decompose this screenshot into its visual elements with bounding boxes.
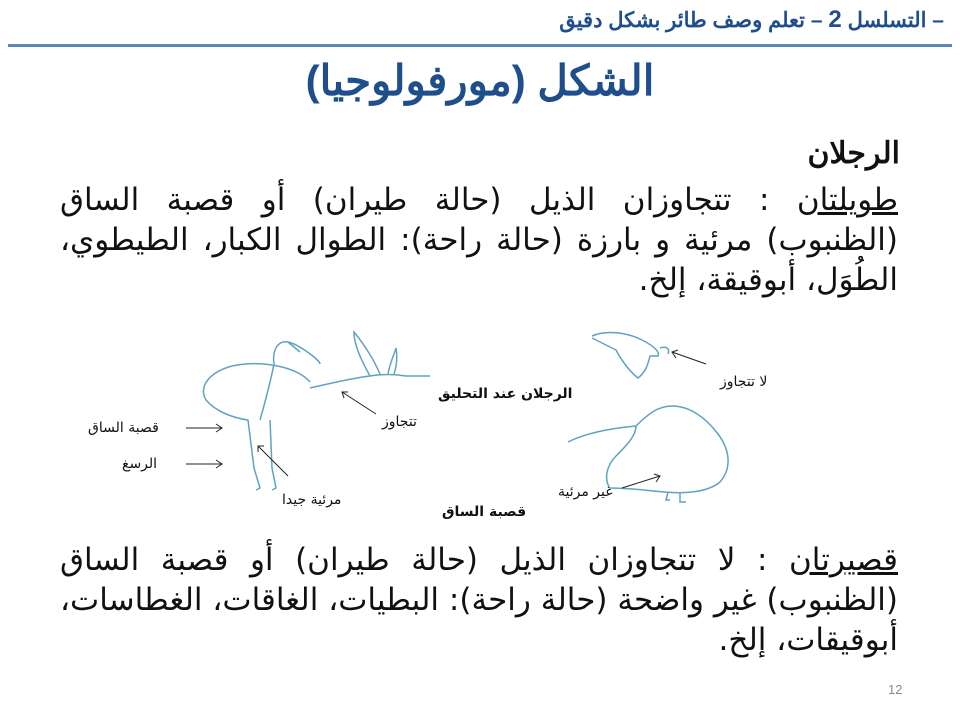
header-number: 2	[828, 6, 842, 33]
long-legs-key: طويلتان	[796, 182, 898, 218]
label-exceed: تتجاوز	[382, 414, 417, 430]
label-clearly-visible: مرئية جيدا	[282, 492, 342, 508]
label-not-exceed: لا تتجاوز	[720, 374, 768, 390]
label-shank: قصبة الساق	[88, 420, 159, 436]
section-subtitle: الرجلان	[807, 137, 900, 170]
label-legs-in-flight: الرجلان عند التحليق	[438, 386, 573, 402]
page-title: الشكل (مورفولوجيا)	[305, 57, 655, 104]
short-legs-key: قصيرتان	[789, 542, 898, 578]
series-header	[40, 6, 944, 40]
legs-figure	[88, 308, 768, 528]
arrow-not-exceed	[672, 352, 706, 364]
label-shank-bottom: قصبة الساق	[442, 504, 527, 520]
label-not-visible: غير مرئية	[558, 484, 613, 500]
short-legs-text: : لا تتجاوزان الذيل (حالة طيران) أو قصبة الساق (الظنبوب) غير واضحة (حالة راحة): البطيات، الغاقات، الغطاسات، أبوقيقات، إلخ.	[60, 542, 898, 658]
short-legs-paragraph	[60, 540, 898, 660]
bird-outlines	[204, 332, 729, 502]
long-legs-paragraph	[60, 180, 898, 300]
long-legs-text: : تتجاوزان الذيل (حالة طيران) أو قصبة الساق (الظنبوب) مرئية و بارزة (حالة راحة): الطوال الكبار، الطيطوي، الطُوَل، أبوقيقة، إلخ.	[60, 182, 898, 298]
legs-illustration	[160, 308, 768, 528]
small-flying-bird-outline	[592, 333, 669, 378]
header-prefix: – التسلسل	[847, 9, 944, 32]
page-number: 12	[888, 682, 903, 697]
label-tarsus: الرسغ	[122, 456, 158, 472]
arrow-not-visible	[622, 476, 660, 488]
arrow-exceed	[342, 392, 376, 414]
flying-bird-outline	[310, 332, 430, 388]
figure-arrows	[186, 350, 706, 488]
header-divider	[8, 44, 952, 47]
header-suffix: – تعلم وصف طائر بشكل دقيق	[559, 9, 823, 32]
standing-bird-outline	[204, 342, 320, 490]
